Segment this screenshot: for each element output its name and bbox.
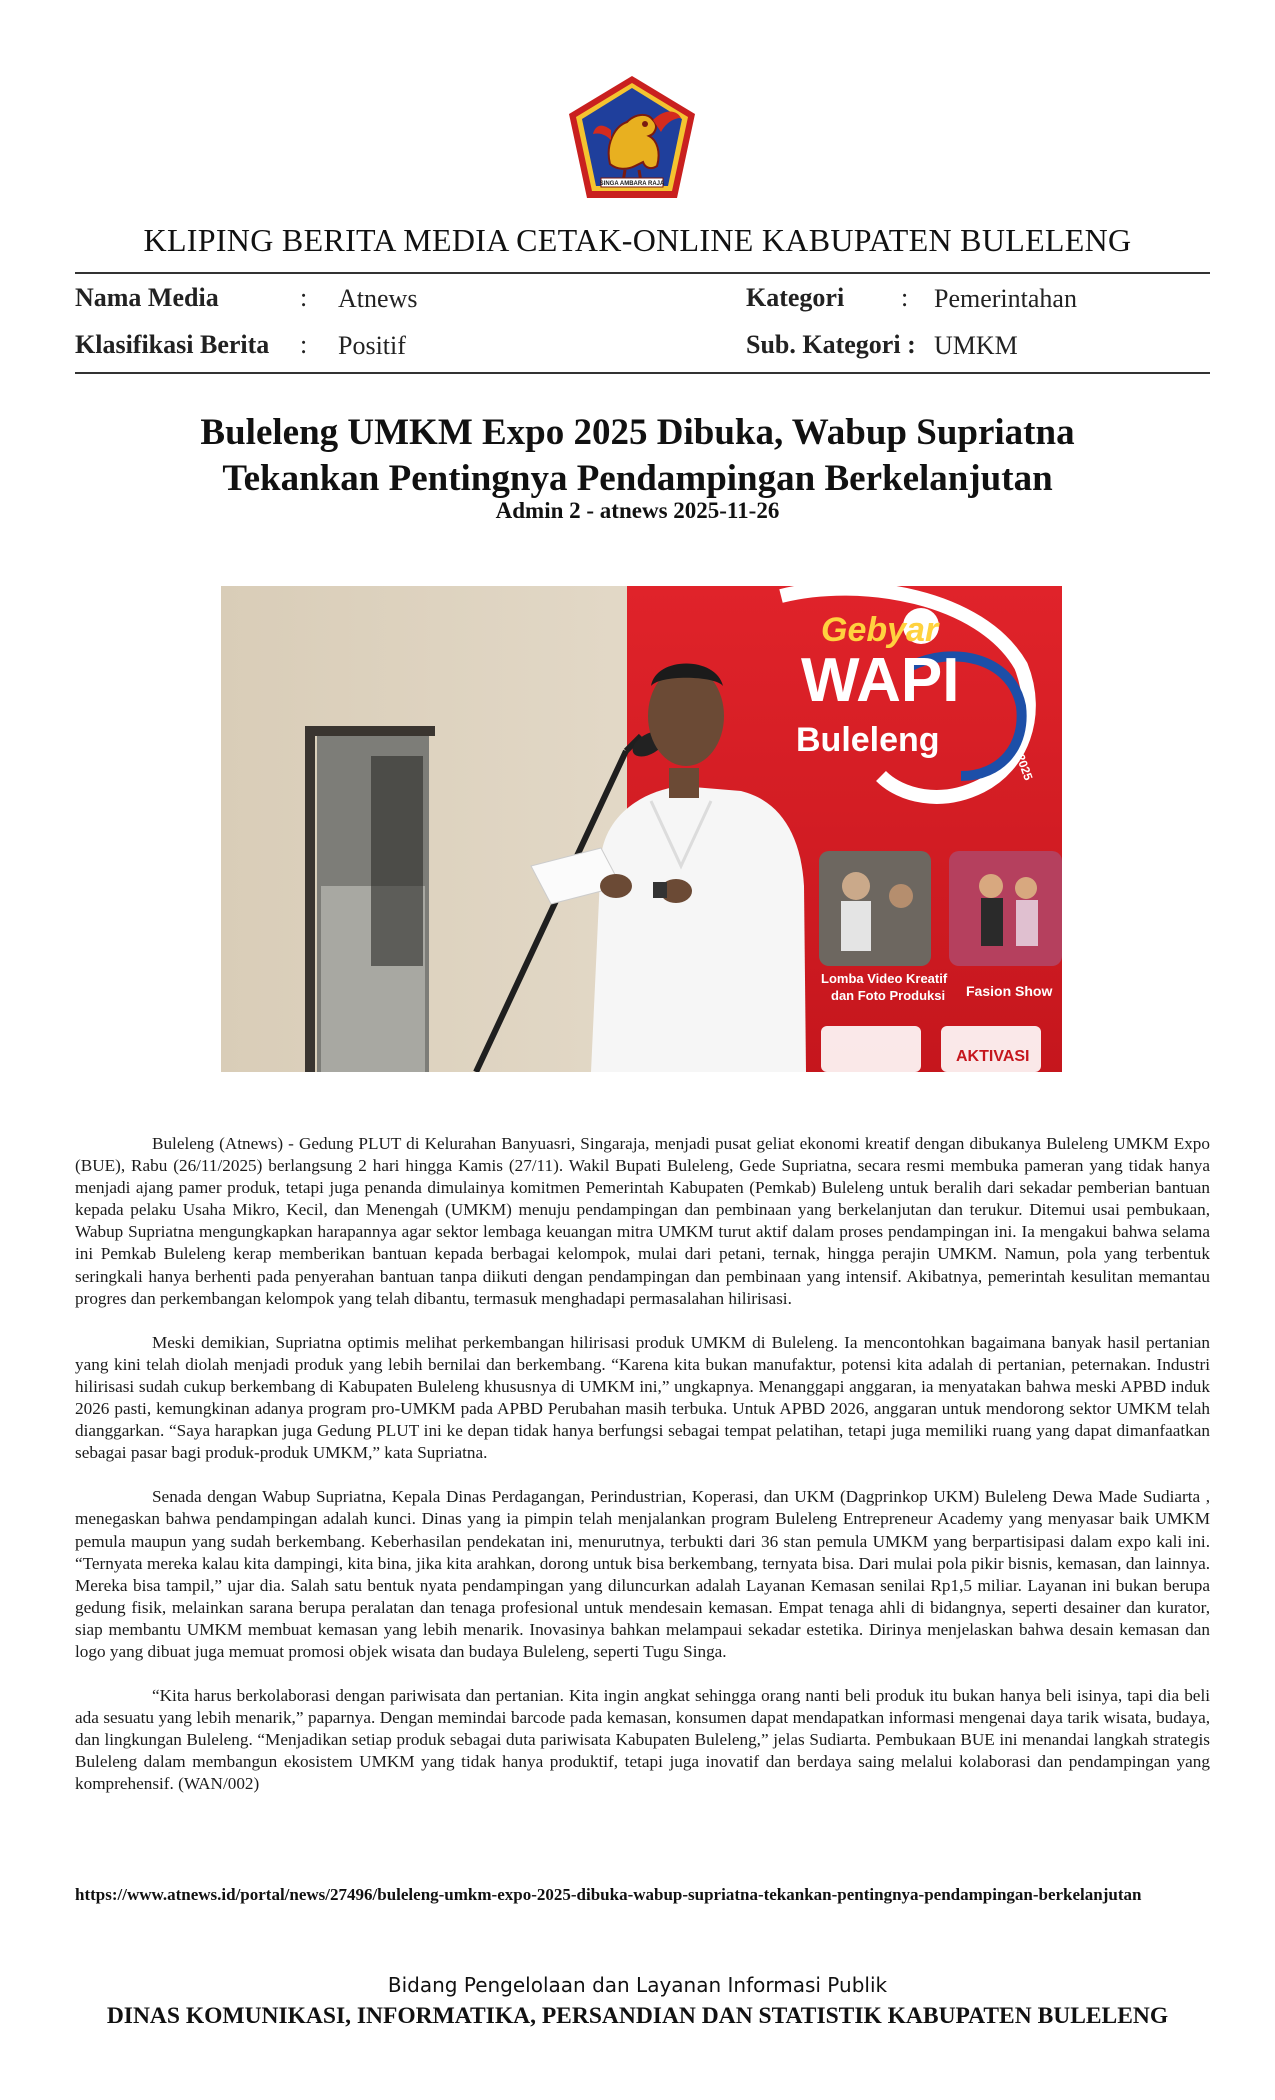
banner-buleleng: Buleleng [796,721,940,759]
news-classification-label: Klasifikasi Berita [75,330,270,359]
header-bottom-divider [75,372,1210,374]
subcategory-value: UMKM [934,331,1018,360]
news-classification-value: Positif [338,331,406,360]
buleleng-coat-of-arms-logo [565,74,699,202]
banner-caption-fashion: Fasion Show [966,983,1053,999]
news-classification-colon: : [300,330,308,359]
article-paragraph: “Kita harus berkolaborasi dengan pariwisata dan pertanian. Kita ingin angkat sehingga orang nanti beli produk itu bukan hanya beli isinya, tapi dia beli ada sesuatu yang lebih menarik,” paparnya. Dengan memindai barcode pada kemasan, konsumen dapat mendapatkan informasi mengenai daya tarik wisata, budaya, dan lingkungan Buleleng. “Menjadikan setiap produk sebagai duta pariwisata Kabupaten Buleleng,” jelas Sudiarta. Pembukaan BUE ini menandai langkah strategis Buleleng dalam membangun ekosistem UMKM yang tidak hanya produktif, tetapi juga inovatif dan berdaya saing melalui kolaborasi dan pendampingan yang komprehensif. (WAN/002) [75,1686,1210,1794]
media-name-label: Nama Media [75,283,219,312]
article-title [0,410,1275,502]
article-paragraph: Buleleng (Atnews) - Gedung PLUT di Kelurahan Banyuasri, Singaraja, menjadi pusat geliat ekonomi kreatif dengan dibukanya Buleleng UMKM Expo (BUE), Rabu (26/11/2025) berlangsung 2 hari hingga Kamis (27/11). Wakil Bupati Buleleng, Gede Supriatna, secara resmi membuka pameran yang tidak hanya menjadi ajang pamer produk, tetapi juga penanda dimulainya komitmen Pemerintah Kabupaten (Pemkab) Buleleng untuk beralih dari sekadar pemberian bantuan kepada pelaku Usaha Mikro, Kecil, dan Menengah (UMKM) menuju pendampingan dan pembinaan yang berkelanjutan dan terukur. Ditemui usai pembukaan, Wabup Supriatna mengungkapkan harapannya agar sektor lembaga keuangan mitra UMKM turut aktif dalam proses pendampingan ini. Ia mengakui bahwa selama ini Pemkab Buleleng kerap memberikan bantuan kepada berbagai kelompok, mulai dari petani, ternak, hingga perajin UMKM. Namun, pola yang terbentuk seringkali hanya berhenti pada penyerahan bantuan tanpa diikuti dengan pendampingan dan pembinaan yang intensif. Akibatnya, pemerintah kesulitan memantau progres dan perkembangan kelompok yang telah dibantu, termasuk menghadapi permasalahan hilirisasi. [75,1134,1210,1308]
category-label: Kategori [746,283,845,312]
banner-caption-video-2: dan Foto Produksi [831,988,946,1003]
media-name-colon: : [300,283,308,312]
banner-caption-aktivasi: AKTIVASI [956,1048,1030,1065]
category-colon: : [901,283,909,312]
subcategory-label: Sub. Kategori : [746,330,916,359]
header-top-divider [75,272,1210,274]
article-paragraph: Senada dengan Wabup Supriatna, Kepala Dinas Perdagangan, Perindustrian, Koperasi, dan UKM (Dagprinkop UKM) Buleleng Dewa Made Sudiarta , menegaskan bahwa pendampingan adalah kunci. Dinas yang ia pimpin telah menjalankan program Buleleng Entrepreneur Academy yang menyasar baik UMKM pemula maupun yang sudah berkembang. Keberhasilan pendekatan ini, menurutnya, terbukti dari 36 stan pemula UMKM yang berpartisipasi dalam expo kali ini. “Ternyata mereka kalau kita dampingi, kita bina, jika kita arahkan, dorong untuk bisa berkembang, ternyata bisa. Dari mulai pola pikir bisnis, kemasan, dan lainnya. Mereka bisa tampil,” ujar dia. Salah satu bentuk nyata pendampingan yang diluncurkan adalah Layanan Kemasan senilai Rp1,5 miliar. Layanan ini bukan berupa gedung fisik, melainkan sarana berupa peralatan dan tenaga profesional untuk mendesain kemasan. Empat tenaga ahli di bidangnya, seperti desainer dan kurator, siap membantu UMKM membuat kemasan yang lebih menarik. Inovasinya bahkan melampaui sekadar estetika. Dirinya menjelaskan bahwa desain kemasan dan logo yang dibuat juga memuat promosi objek wisata dan budaya Buleleng, seperti Tugu Singa. [75,1487,1210,1661]
footer-agency: DINAS KOMUNIKASI, INFORMATIKA, PERSANDIAN DAN STATISTIK KABUPATEN BULELENG [106,2003,1169,2029]
media-name-value: Atnews [338,284,418,313]
article-paragraph: Meski demikian, Supriatna optimis melihat perkembangan hilirisasi produk UMKM di Buleleng. Ia mencontohkan bagaimana banyak hasil pertanian yang kini telah diolah menjadi produk yang lebih bernilai dan berkembang. “Karena kita bukan manufaktur, potensi kita adalah di pertanian, peternakan. Industri hilirisasi sudah cukup berkembang di Kabupaten Buleleng khususnya di UMKM ini,” ungkapnya. Menanggapi anggaran, ia menyatakan bahwa meski APBD induk 2026 pasti, kemungkinan adanya program pro-UMKM pada APBD Perubahan masih terbuka. Untuk APBD 2026, anggaran untuk mendorong sektor UMKM telah dianggarkan. “Saya harapkan juga Gedung PLUT ini ke depan tidak hanya berfungsi sebagai tempat pelatihan, tetapi juga memiliki ruang yang dapat dimanfaatkan sebagai pasar bagi produk-produk UMKM,” kata Supriatna. [75,1332,1210,1463]
article-title-line1: Buleleng UMKM Expo 2025 Dibuka, Wabup Supriatna [200,412,1075,453]
article-body [75,1133,1210,1818]
banner-year: 2025 [1013,752,1036,783]
category-value: Pemerintahan [934,284,1077,313]
document-header-title: KLIPING BERITA MEDIA CETAK-ONLINE KABUPATEN BULELENG [143,222,1132,258]
logo-motto: SINGA AMBARA RAJA [599,181,665,187]
banner-wapi: WAPI [801,646,960,715]
banner-gebyar: Gebyar [821,611,939,649]
article-photo [221,586,1062,1072]
source-url-link[interactable]: https://www.atnews.id/portal/news/27496/buleleng-umkm-expo-2025-dibuka-wabup-supriatna-tekankan-pentingnya-pendampingan-berkelanjutan [75,1885,1142,1904]
article-title-line2: Tekankan Pentingnya Pendampingan Berkelanjutan [222,458,1053,499]
banner-caption-video-1: Lomba Video Kreatif [821,971,948,986]
article-byline: Admin 2 - atnews 2025-11-26 [495,498,780,523]
footer-division: Bidang Pengelolaan dan Layanan Informasi Publik [387,1973,888,1997]
